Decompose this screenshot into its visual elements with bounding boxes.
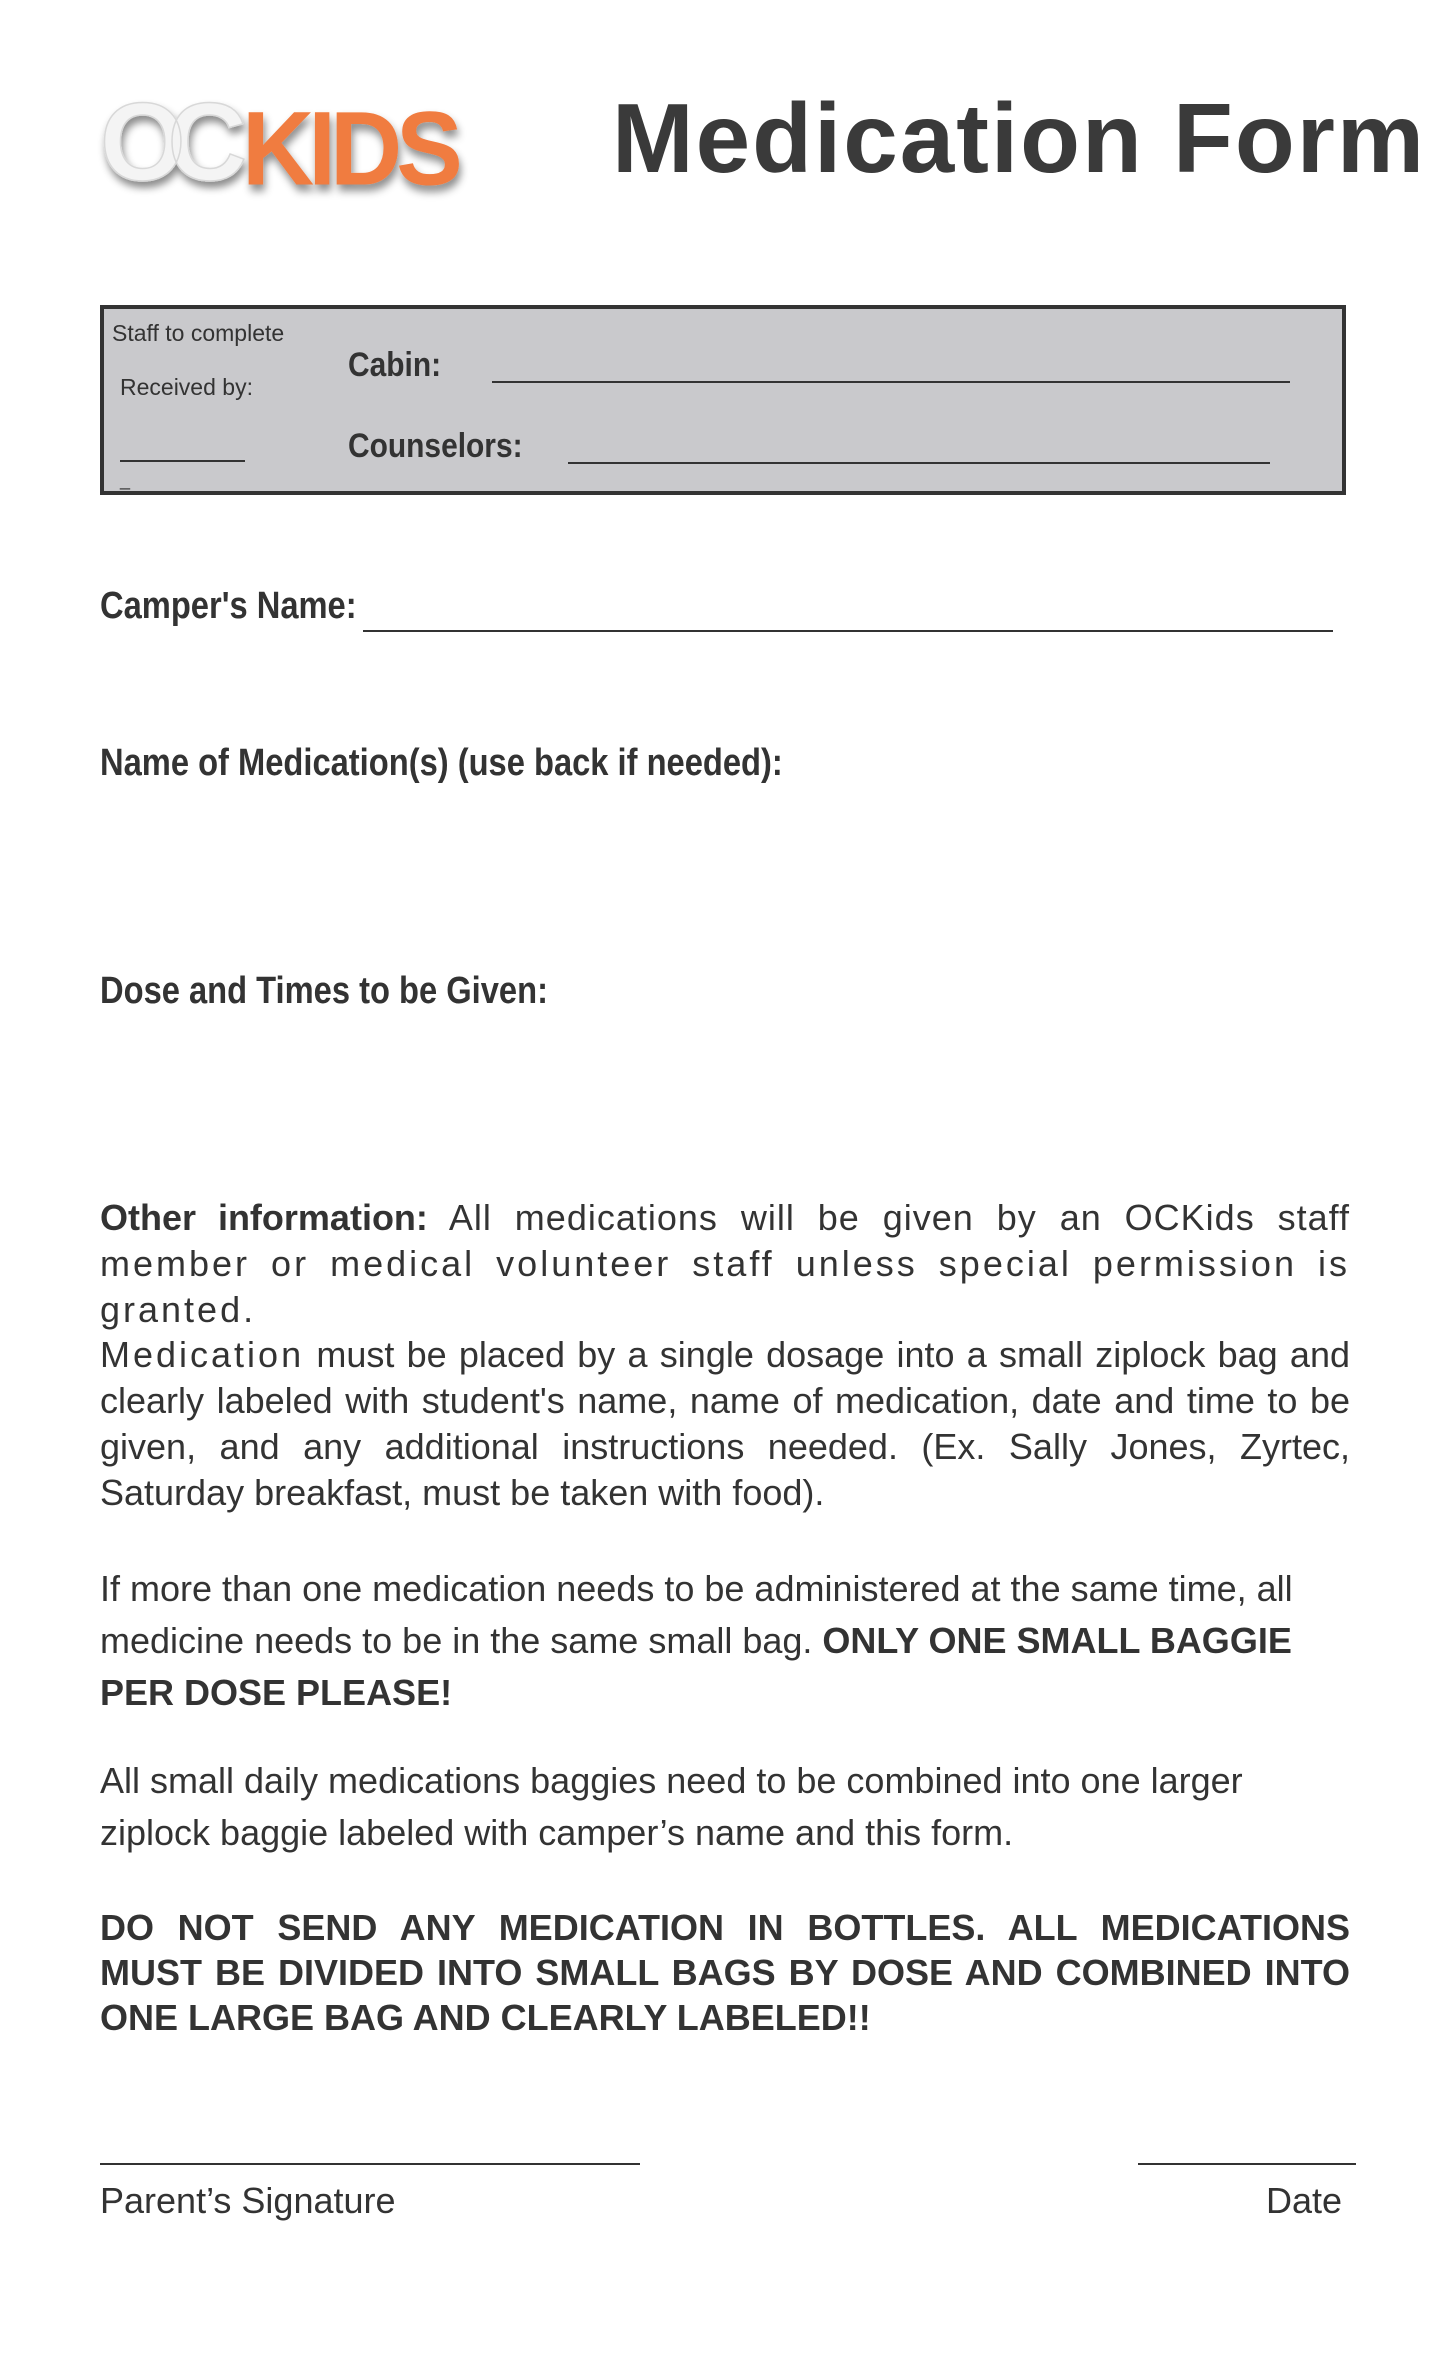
parent-signature-label: Parent’s Signature	[100, 2180, 396, 2221]
staff-to-complete-label: Staff to complete	[112, 320, 285, 346]
dose-times-area[interactable]	[100, 1030, 1346, 1180]
dose-times-label: Dose and Times to be Given:	[100, 970, 548, 1012]
medication-name-area[interactable]	[100, 800, 1346, 950]
bottles-warning: DO NOT SEND ANY MEDICATION IN BOTTLES. ALL MEDICATIONS MUST BE DIVIDED INTO SMALL BAGS BY DOSE AND COMBINED INTO ONE LARGE BAG AND CLEARLY LABELED!!	[100, 1907, 1350, 2038]
campers-name-field[interactable]	[363, 630, 1333, 632]
multiple-medication-paragraph	[100, 1563, 1350, 1719]
received-by-tail: _	[120, 470, 131, 490]
counselors-field[interactable]	[568, 462, 1270, 464]
received-by-label: Received by:	[120, 374, 253, 400]
staff-complete-box	[100, 305, 1346, 495]
campers-name-label: Camper's Name:	[100, 585, 357, 627]
cabin-field[interactable]	[492, 381, 1290, 383]
daily-baggies-paragraph: All small daily medications baggies need to be combined into one larger ziplock baggie labeled with camper’s name and this form.	[100, 1760, 1243, 1853]
parent-signature-line[interactable]	[100, 2163, 640, 2165]
logo-oc-text: OC	[100, 81, 229, 204]
received-by-line[interactable]	[120, 460, 245, 462]
cabin-label: Cabin:	[348, 346, 442, 384]
multiple-medication-text: If more than one medication needs to be administered at the same time, all medicine needs to be in the same small bag.	[100, 1568, 1293, 1661]
medication-instructions-text: must be placed by a single dosage into a small ziplock bag and clearly labeled with student's name, name of medication, date and time to be given, and any additional instructions needed. (Ex. Sally Jones, Zyrtec, Saturday breakfast, must be taken with food).	[100, 1334, 1350, 1513]
logo-graphic	[100, 81, 530, 208]
medication-name-label: Name of Medication(s) (use back if needed):	[100, 742, 783, 784]
counselors-label: Counselors:	[348, 427, 523, 465]
date-line[interactable]	[1138, 2163, 1356, 2165]
other-information-paragraph	[100, 1195, 1350, 1333]
ockids-logo	[100, 81, 530, 208]
other-information-label: Other information:	[100, 1197, 428, 1238]
medication-instructions-paragraph	[100, 1332, 1350, 1516]
other-information-text-a: All medications will be given by an OCKids staff	[427, 1197, 1351, 1238]
medication-word: Medication	[100, 1334, 305, 1375]
page-title: Medication Form	[612, 83, 1427, 193]
one-baggie-per-dose-text: ONLY ONE SMALL BAGGIE PER DOSE PLEASE!	[100, 1620, 1292, 1713]
other-information-text-b: member or medical volunteer staff unless special permission is granted.	[100, 1243, 1350, 1330]
logo-kids-text: KIDS	[242, 89, 457, 208]
date-label: Date	[1266, 2180, 1343, 2221]
